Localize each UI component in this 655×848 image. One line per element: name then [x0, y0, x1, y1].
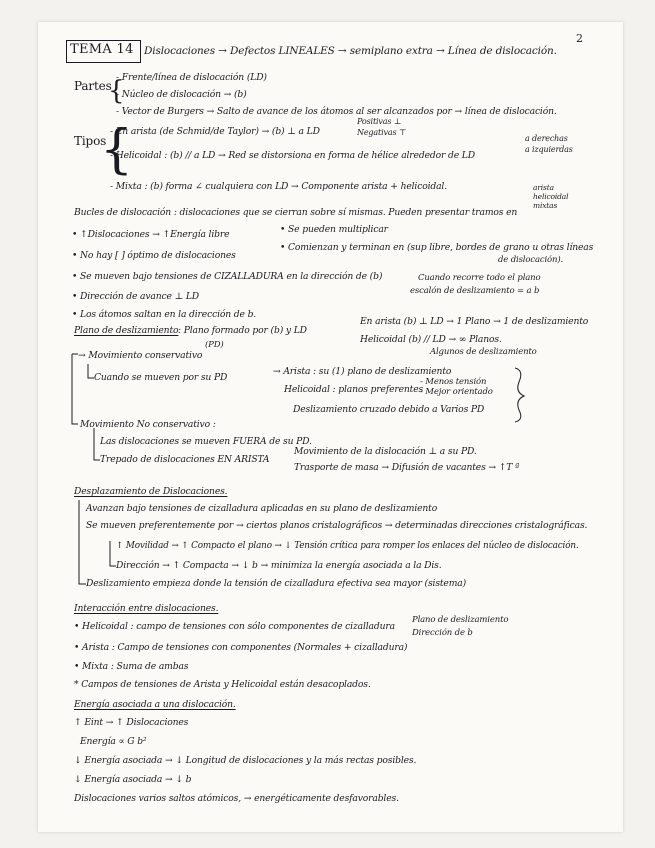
energia-item: ↑ Eint → ↑ Dislocaciones [74, 717, 189, 728]
interaccion-note: Plano de deslizamiento [412, 615, 509, 625]
plano-case: En arista (b) ⊥ LD → 1 Plano → 1 de deslizamiento [360, 316, 589, 327]
plano-label: Plano de deslizamiento [74, 325, 179, 336]
trepado-case: Movimiento de la dislocación ⊥ a su PD. [294, 446, 477, 457]
bucles-note: • Comienzan y terminan en (sup libre, bordes de grano u otras líneas [280, 242, 594, 253]
interaccion-helicoidal: • Helicoidal : campo de tensiones con sólo componentes de cizalladura [74, 621, 395, 632]
preferentes-note: - Mejor orientado [420, 387, 493, 397]
noconservativo-item: Las dislocaciones se mueven FUERA de su PD. [100, 436, 312, 447]
preferentes-note: - Menos tensión [420, 377, 487, 387]
conservativo-case: Deslizamiento cruzado debido a Varios PD [293, 404, 485, 415]
plano-case: Helicoidal (b) // LD → ∞ Planos. [360, 334, 502, 345]
avance-line: • Dirección de avance ⊥ LD [72, 291, 200, 302]
bucles-text: Bucles de dislocación : dislocaciones que se cierran sobre sí mismas. Pueden presentar tramos en [74, 207, 518, 218]
desplazamiento-item: Deslizamiento empieza donde la tensión de cizalladura efectiva sea mayor (sistema) [86, 578, 467, 589]
desplazamiento-heading: Desplazamiento de Dislocaciones. [74, 486, 228, 497]
topic-title: TEMA 14 [70, 42, 134, 57]
topic-subtitle: Dislocaciones → Defectos LINEALES → semiplano extra → Línea de dislocación. [144, 45, 557, 57]
energia-item: ↓ Energía asociada → ↓ Longitud de dislocaciones y la más rectas posibles. [74, 755, 417, 766]
brace-right-conservativo [515, 368, 524, 422]
tipos-brace: { [100, 120, 133, 180]
conservativo-case: → Arista : su (1) plano de deslizamiento [273, 366, 452, 377]
interaccion-mixta: • Mixta : Suma de ambas [74, 661, 189, 672]
interaccion-note: Dirección de b [412, 628, 473, 638]
cizalladura-note: Cuando recorre todo el plano [418, 273, 541, 283]
interaccion-heading: Interacción entre dislocaciones. [74, 603, 219, 614]
page-number: 2 [576, 32, 583, 45]
partes-label: Partes [74, 79, 112, 93]
noconservativo-item: Trepado de dislocaciones EN ARISTA [100, 454, 270, 465]
tipos-helicoidal-dir: a izquierdas [525, 145, 573, 154]
partes-item: - Vector de Burgers → Salto de avance de los átomos al ser alcanzados por → línea de dislocación. [116, 106, 557, 117]
interaccion-arista: • Arista : Campo de tensiones con componentes (Normales + cizalladura) [74, 642, 408, 653]
cizalladura-line: • Se mueven bajo tensiones de CIZALLADURA en la dirección de (b) [72, 271, 383, 282]
bucles-sub: arista [533, 183, 554, 192]
tipos-helicoidal-dir: a derechas [525, 134, 568, 143]
partes-item: - Frente/línea de dislocación (LD) [116, 72, 267, 83]
tipos-mixta: - Mixta : (b) forma ∠ cualquiera con LD → Componente arista + helicoidal. [110, 181, 447, 192]
desplazamiento-branch-line [79, 500, 86, 584]
energia-item: ↓ Energía asociada → ↓ b [74, 774, 192, 785]
conservativo-text: Cuando se mueven por su PD [94, 372, 228, 383]
partes-brace: { [108, 76, 125, 106]
energia-item: Dislocaciones varios saltos atómicos, → energéticamente desfavorables. [74, 793, 399, 804]
trepado-case: Trasporte de masa → Difusión de vacantes → ↑T ª [294, 462, 520, 473]
plano-branch-line [72, 354, 78, 424]
conservativo-case: Helicoidal : planos preferentes [284, 384, 424, 395]
plano-pd: (PD) [205, 340, 224, 350]
tipos-label: Tipos [74, 134, 107, 148]
bucles-note: • Se pueden multiplicar [280, 224, 388, 235]
partes-item: - Núcleo de dislocación → (b) [116, 89, 247, 100]
bucles-sub: mixtas [533, 201, 558, 210]
desplazamiento-item: Se mueven preferentemente por → ciertos planos cristalográficos → determinadas direcciones cristalográficas. [86, 520, 588, 531]
tipos-arista: - En arista (de Schmid/de Taylor) → (b) ⊥ a LD [110, 126, 320, 137]
interaccion-campos: * Campos de tensiones de Arista y Helicoidal están desacoplados. [74, 679, 371, 690]
tipos-arista-sign: Positivas ⊥ [357, 117, 402, 126]
conservativo-label: → Movimiento conservativo [78, 350, 203, 361]
bucles-note: • ↑Dislocaciones → ↑Energía libre [72, 229, 230, 240]
desplazamiento-item: Avanzan bajo tensiones de cizalladura aplicadas en su plano de deslizamiento [86, 503, 438, 514]
tipos-arista-sign: Negativas ⊤ [357, 128, 407, 137]
bucles-sub: helicoidal [533, 192, 569, 201]
cizalladura-note: escalón de deslizamiento = a b [410, 286, 540, 296]
plano-text: : Plano formado por (b) y LD [178, 325, 307, 336]
bucles-note: • No hay [ ] óptimo de dislocaciones [72, 250, 236, 261]
noconservativo-label: Movimiento No conservativo : [80, 419, 216, 430]
energia-heading: Energía asociada a una dislocación. [74, 699, 236, 710]
plano-note: Algunos de deslizamiento [430, 347, 537, 357]
energia-item: Energía ∝ G b² [80, 736, 147, 747]
bucles-note: de dislocación). [498, 255, 564, 265]
atomos-line: • Los átomos saltan en la dirección de b. [72, 309, 257, 320]
desplazamiento-item: Dirección → ↑ Compacta → ↓ b → minimiza la energía asociada a la Dis. [116, 560, 442, 571]
desplazamiento-item: ↑ Movilidad → ↑ Compacto el plano → ↓ Tensión crítica para romper los enlaces del núcleo de dislocación. [116, 541, 579, 551]
tipos-helicoidal: - Helicoidal : (b) // a LD → Red se distorsiona en forma de hélice alrededor de LD [110, 150, 475, 161]
